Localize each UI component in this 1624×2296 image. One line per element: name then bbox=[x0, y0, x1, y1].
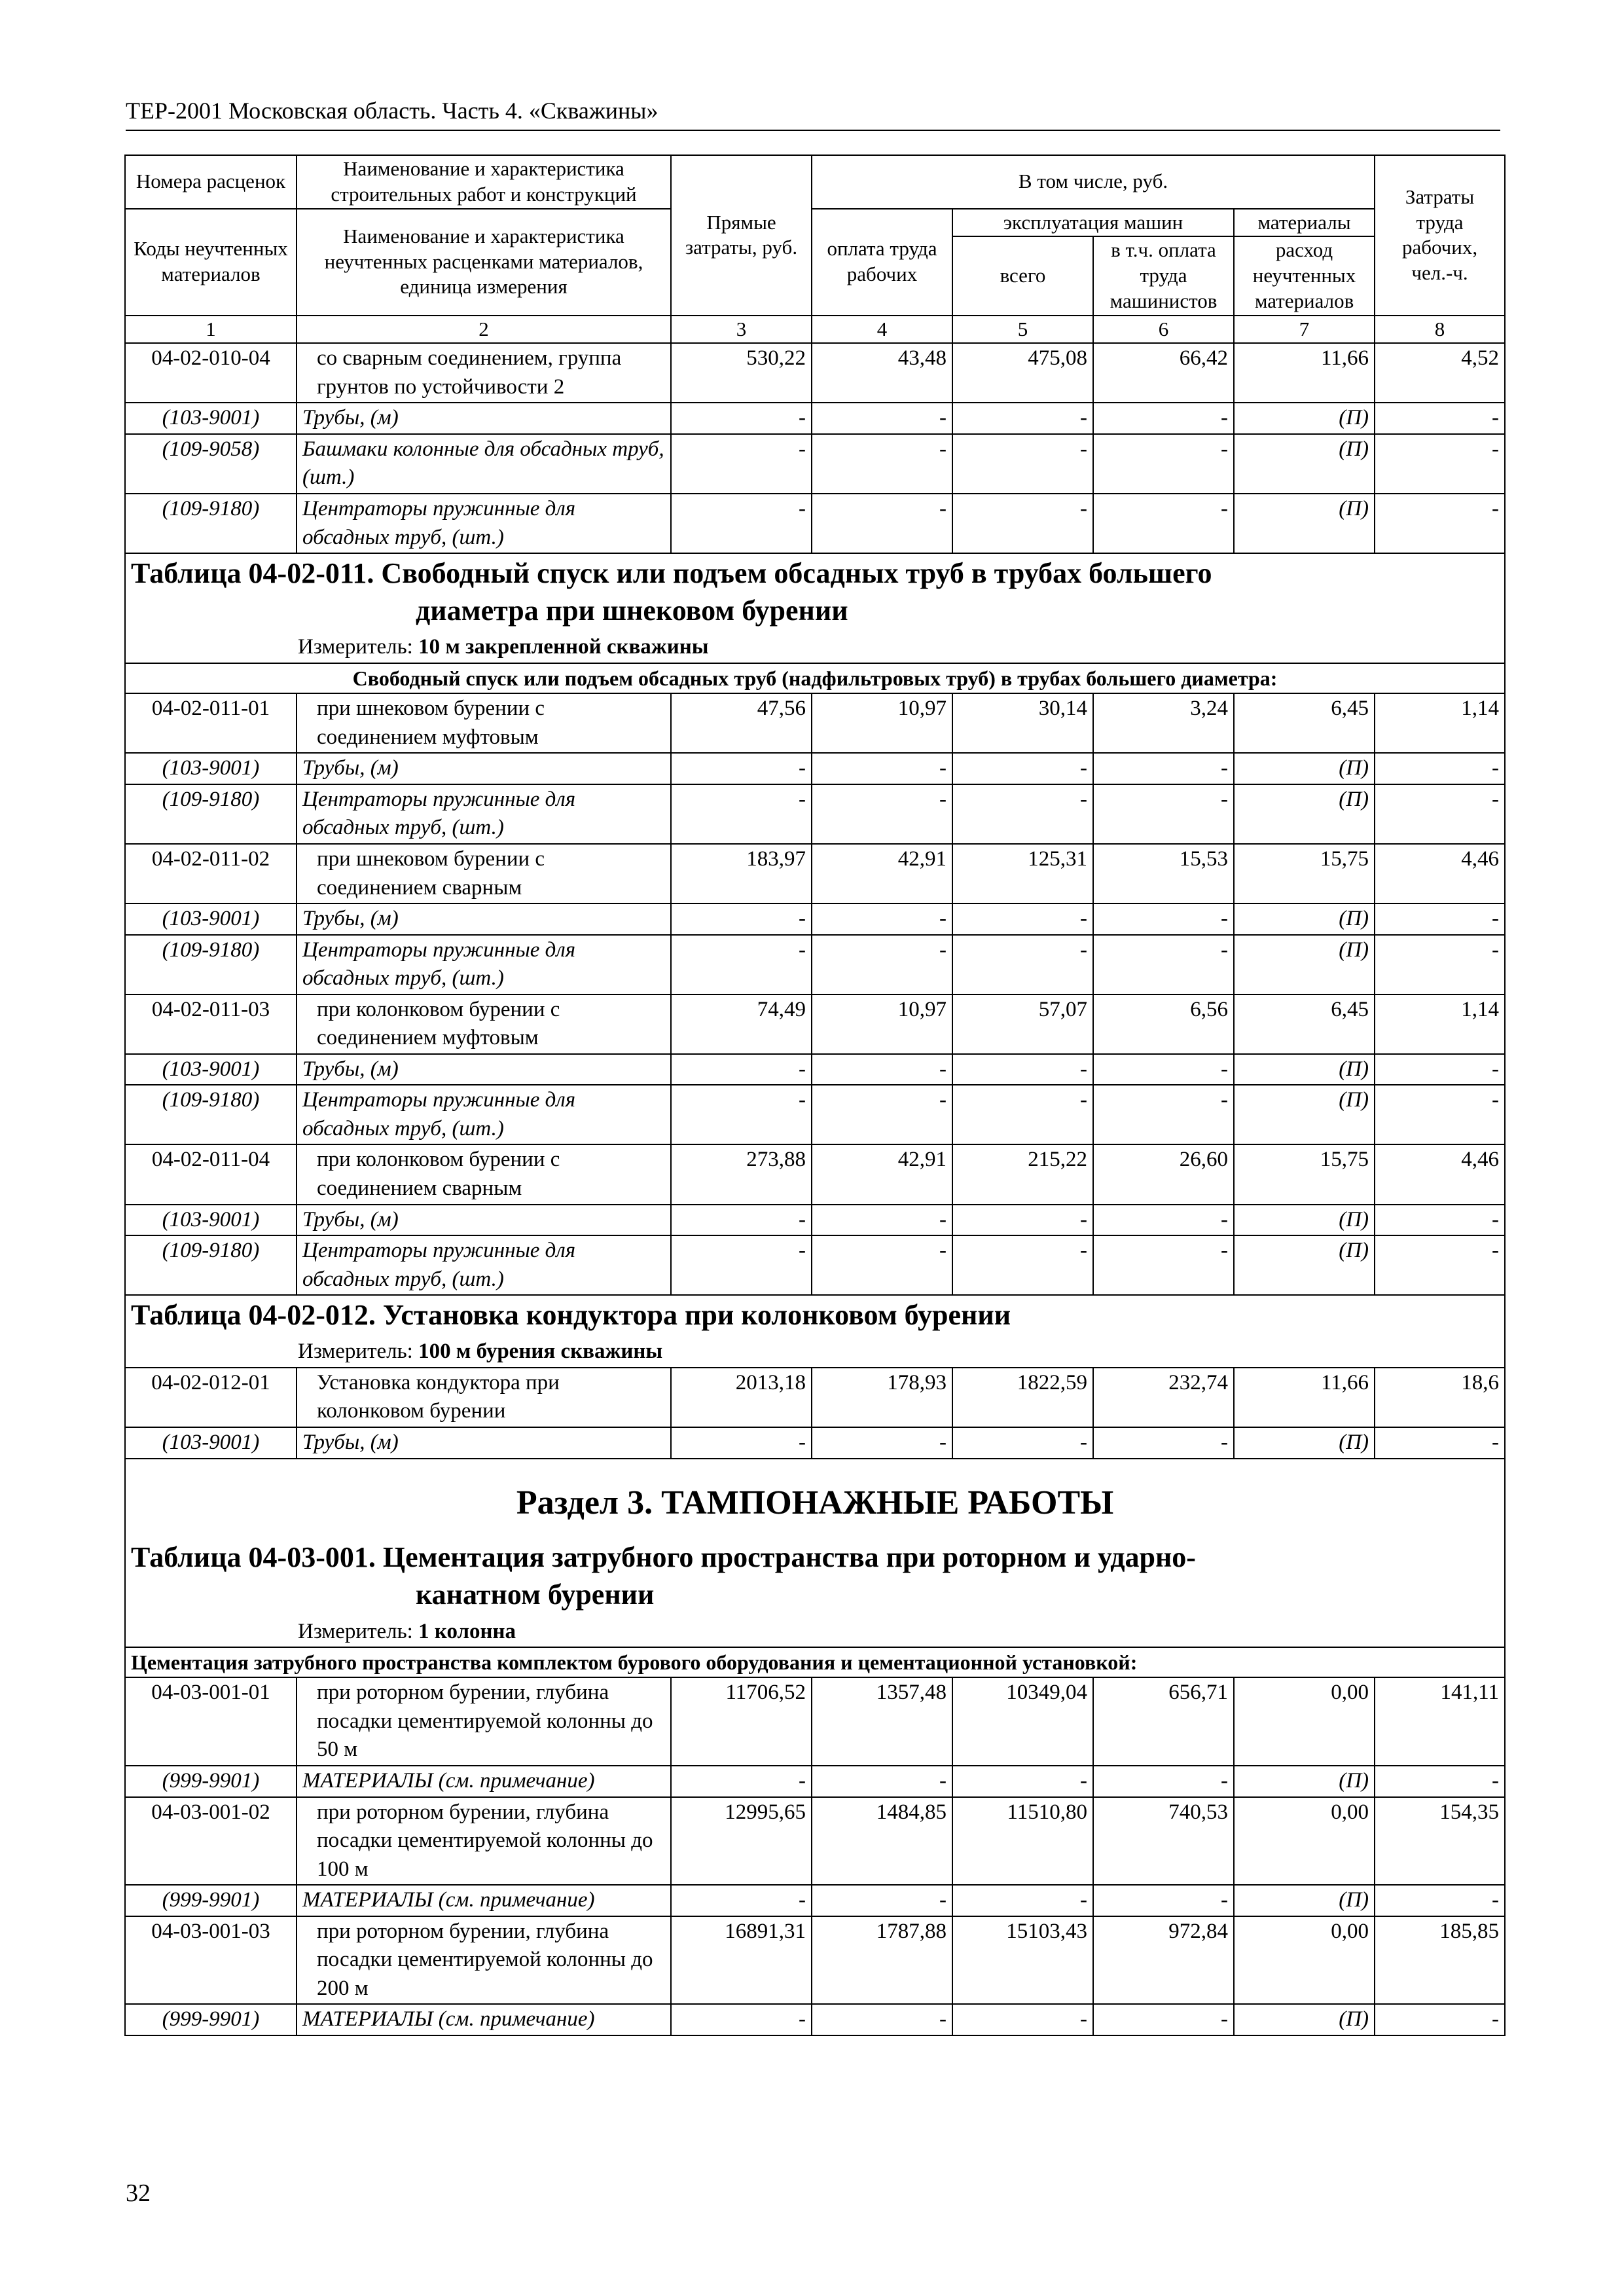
value-cell: 185,85 bbox=[1375, 1916, 1505, 2005]
value-cell: 26,60 bbox=[1093, 1144, 1234, 1204]
value-cell: - bbox=[812, 784, 952, 844]
value-cell: 57,07 bbox=[952, 994, 1093, 1054]
value-cell: - bbox=[1375, 1085, 1505, 1144]
material-row bbox=[125, 403, 1505, 434]
table-title-line: канатном бурении bbox=[416, 1578, 655, 1611]
value-cell: - bbox=[671, 2004, 812, 2035]
material-code: (103-9001) bbox=[125, 753, 297, 784]
value-cell: - bbox=[671, 494, 812, 553]
col-num: 1 bbox=[125, 316, 297, 344]
value-cell: - bbox=[1375, 1054, 1505, 1085]
material-name: Центраторы пружинные для обсадных труб, (шт.) bbox=[297, 935, 671, 994]
price-table bbox=[124, 155, 1506, 2036]
value-cell: (П) bbox=[1234, 903, 1375, 935]
col1-top-header: Номера расценок bbox=[125, 155, 297, 209]
value-cell: (П) bbox=[1234, 935, 1375, 994]
rate-code: 04-02-011-02 bbox=[125, 844, 297, 903]
table-title-line: Таблица 04-02-011. Свободный спуск или подъем обсадных труб в трубах большего bbox=[131, 557, 1212, 590]
table-title-row bbox=[125, 1459, 1505, 1648]
value-cell: - bbox=[671, 1766, 812, 1797]
material-name: Центраторы пружинные для обсадных труб, (шт.) bbox=[297, 1085, 671, 1144]
value-cell: - bbox=[1093, 2004, 1234, 2035]
value-cell: - bbox=[671, 1235, 812, 1295]
value-cell: - bbox=[812, 1054, 952, 1085]
value-cell: - bbox=[1093, 1766, 1234, 1797]
value-cell: - bbox=[1093, 1235, 1234, 1295]
measure-label: Измеритель: bbox=[298, 1619, 413, 1643]
material-name: Центраторы пружинные для обсадных труб, (шт.) bbox=[297, 494, 671, 553]
value-cell: 15,53 bbox=[1093, 844, 1234, 903]
rate-row bbox=[125, 693, 1505, 753]
value-cell: 43,48 bbox=[812, 343, 952, 403]
machines-header: эксплуатация машин bbox=[952, 209, 1234, 237]
value-cell: - bbox=[1093, 784, 1234, 844]
value-cell: - bbox=[1093, 1427, 1234, 1459]
material-code: (109-9180) bbox=[125, 935, 297, 994]
value-cell: - bbox=[671, 403, 812, 434]
value-cell: 154,35 bbox=[1375, 1797, 1505, 1886]
value-cell: - bbox=[812, 1766, 952, 1797]
value-cell: - bbox=[671, 1427, 812, 1459]
rate-code: 04-02-010-04 bbox=[125, 343, 297, 403]
header-row-1 bbox=[125, 155, 1505, 209]
value-cell: - bbox=[952, 753, 1093, 784]
value-cell: - bbox=[1093, 1885, 1234, 1916]
value-cell: 11,66 bbox=[1234, 343, 1375, 403]
value-cell: 141,11 bbox=[1375, 1677, 1505, 1766]
value-cell: - bbox=[812, 494, 952, 553]
value-cell: 11,66 bbox=[1234, 1368, 1375, 1427]
value-cell: - bbox=[671, 935, 812, 994]
measure-value: 100 м бурения скважины bbox=[418, 1339, 663, 1364]
value-cell: 42,91 bbox=[812, 1144, 952, 1204]
material-name: МАТЕРИАЛЫ (см. примечание) bbox=[297, 2004, 671, 2035]
material-code: (103-9001) bbox=[125, 1427, 297, 1459]
value-cell: - bbox=[671, 753, 812, 784]
value-cell: - bbox=[1093, 494, 1234, 553]
value-cell: (П) bbox=[1234, 1427, 1375, 1459]
value-cell: - bbox=[671, 1085, 812, 1144]
material-name: Центраторы пружинные для обсадных труб, (шт.) bbox=[297, 784, 671, 844]
value-cell: - bbox=[1093, 935, 1234, 994]
value-cell: 6,45 bbox=[1234, 693, 1375, 753]
header-row-2 bbox=[125, 209, 1505, 237]
measure-unit bbox=[298, 1618, 1499, 1647]
value-cell: 47,56 bbox=[671, 693, 812, 753]
table-title-line: диаметра при шнековом бурении bbox=[416, 594, 848, 627]
rate-row bbox=[125, 1144, 1505, 1204]
table-title bbox=[131, 1296, 1499, 1334]
value-cell: 15,75 bbox=[1234, 1144, 1375, 1204]
column-numbers-row bbox=[125, 316, 1505, 344]
material-name: Трубы, (м) bbox=[297, 403, 671, 434]
value-cell: (П) bbox=[1234, 1235, 1375, 1295]
labor-pay-header: оплата труда рабочих bbox=[812, 209, 952, 316]
rate-name: при колонковом бурении с соединением муфтовым bbox=[297, 994, 671, 1054]
value-cell: 11706,52 bbox=[671, 1677, 812, 1766]
material-row bbox=[125, 434, 1505, 494]
rate-row bbox=[125, 343, 1505, 403]
value-cell: - bbox=[812, 2004, 952, 2035]
value-cell: 740,53 bbox=[1093, 1797, 1234, 1886]
value-cell: - bbox=[812, 753, 952, 784]
material-code: (103-9001) bbox=[125, 403, 297, 434]
material-name: Трубы, (м) bbox=[297, 753, 671, 784]
value-cell: - bbox=[1093, 1085, 1234, 1144]
rate-name: Установка кондуктора при колонковом бурении bbox=[297, 1368, 671, 1427]
measure-unit bbox=[298, 633, 1499, 662]
material-code: (109-9180) bbox=[125, 494, 297, 553]
value-cell: - bbox=[1375, 903, 1505, 935]
value-cell: - bbox=[1093, 403, 1234, 434]
value-cell: (П) bbox=[1234, 1766, 1375, 1797]
value-cell: 1357,48 bbox=[812, 1677, 952, 1766]
material-code: (103-9001) bbox=[125, 1205, 297, 1236]
measure-label: Измеритель: bbox=[298, 635, 413, 659]
value-cell: 215,22 bbox=[952, 1144, 1093, 1204]
value-cell: 183,97 bbox=[671, 844, 812, 903]
value-cell: - bbox=[952, 1235, 1093, 1295]
material-row bbox=[125, 935, 1505, 994]
col-num: 6 bbox=[1093, 316, 1234, 344]
col-num: 3 bbox=[671, 316, 812, 344]
value-cell: 10,97 bbox=[812, 994, 952, 1054]
value-cell: - bbox=[1375, 1885, 1505, 1916]
rate-code: 04-03-001-03 bbox=[125, 1916, 297, 2005]
material-code: (109-9180) bbox=[125, 1085, 297, 1144]
value-cell: (П) bbox=[1234, 434, 1375, 494]
value-cell: - bbox=[1375, 753, 1505, 784]
value-cell: (П) bbox=[1234, 2004, 1375, 2035]
table-title-row bbox=[125, 553, 1505, 663]
value-cell: 1,14 bbox=[1375, 693, 1505, 753]
value-cell: - bbox=[812, 1085, 952, 1144]
group-heading: Свободный спуск или подъем обсадных труб (надфильтровых труб) в трубах большего диаметра: bbox=[125, 663, 1505, 693]
col1-bottom-header: Коды неучтенных материалов bbox=[125, 209, 297, 316]
value-cell: - bbox=[952, 1205, 1093, 1236]
value-cell: 4,46 bbox=[1375, 844, 1505, 903]
rate-row bbox=[125, 1916, 1505, 2005]
material-row bbox=[125, 1427, 1505, 1459]
value-cell: - bbox=[1375, 403, 1505, 434]
value-cell: - bbox=[812, 935, 952, 994]
col-num: 5 bbox=[952, 316, 1093, 344]
rate-code: 04-02-011-04 bbox=[125, 1144, 297, 1204]
material-row bbox=[125, 2004, 1505, 2035]
material-name: МАТЕРИАЛЫ (см. примечание) bbox=[297, 1885, 671, 1916]
material-row bbox=[125, 1885, 1505, 1916]
value-cell: (П) bbox=[1234, 1205, 1375, 1236]
value-cell: 1484,85 bbox=[812, 1797, 952, 1886]
value-cell: - bbox=[952, 1427, 1093, 1459]
value-cell: - bbox=[812, 1205, 952, 1236]
value-cell: - bbox=[812, 1427, 952, 1459]
material-code: (109-9058) bbox=[125, 434, 297, 494]
group-heading-row bbox=[125, 1647, 1505, 1677]
value-cell: 0,00 bbox=[1234, 1677, 1375, 1766]
value-cell: - bbox=[1375, 1766, 1505, 1797]
materials-header: материалы bbox=[1234, 209, 1375, 237]
rate-code: 04-02-011-03 bbox=[125, 994, 297, 1054]
value-cell: 16891,31 bbox=[671, 1916, 812, 2005]
value-cell: - bbox=[812, 434, 952, 494]
value-cell: 6,56 bbox=[1093, 994, 1234, 1054]
material-row bbox=[125, 1766, 1505, 1797]
value-cell: - bbox=[671, 784, 812, 844]
machines-total-header: всего bbox=[952, 236, 1093, 315]
value-cell: - bbox=[952, 1885, 1093, 1916]
rate-name: при шнековом бурении с соединением муфтовым bbox=[297, 693, 671, 753]
value-cell: - bbox=[952, 1054, 1093, 1085]
value-cell: 475,08 bbox=[952, 343, 1093, 403]
value-cell: 1,14 bbox=[1375, 994, 1505, 1054]
value-cell: 178,93 bbox=[812, 1368, 952, 1427]
material-row bbox=[125, 1085, 1505, 1144]
running-header: ТЕР-2001 Московская область. Часть 4. «Скважины» bbox=[126, 97, 1500, 131]
value-cell: - bbox=[1375, 784, 1505, 844]
material-code: (103-9001) bbox=[125, 903, 297, 935]
value-cell: - bbox=[952, 935, 1093, 994]
value-cell: - bbox=[1093, 753, 1234, 784]
value-cell: - bbox=[952, 434, 1093, 494]
value-cell: (П) bbox=[1234, 1054, 1375, 1085]
value-cell: 10349,04 bbox=[952, 1677, 1093, 1766]
group-heading: Цементация затрубного пространства комплектом бурового оборудования и цементационной установкой: bbox=[125, 1647, 1505, 1677]
material-name: Трубы, (м) bbox=[297, 903, 671, 935]
value-cell: - bbox=[952, 494, 1093, 553]
value-cell: - bbox=[1375, 1205, 1505, 1236]
material-row bbox=[125, 1235, 1505, 1295]
rate-code: 04-03-001-02 bbox=[125, 1797, 297, 1886]
value-cell: 1822,59 bbox=[952, 1368, 1093, 1427]
value-cell: - bbox=[671, 1885, 812, 1916]
value-cell: - bbox=[812, 1235, 952, 1295]
value-cell: - bbox=[1375, 494, 1505, 553]
value-cell: 232,74 bbox=[1093, 1368, 1234, 1427]
value-cell: 66,42 bbox=[1093, 343, 1234, 403]
col2-top-header: Наименование и характеристика строительных работ и конструкций bbox=[297, 155, 671, 209]
table-title bbox=[131, 1539, 1499, 1613]
value-cell: - bbox=[1375, 935, 1505, 994]
value-cell: 12995,65 bbox=[671, 1797, 812, 1886]
value-cell: 11510,80 bbox=[952, 1797, 1093, 1886]
material-name: Центраторы пружинные для обсадных труб, (шт.) bbox=[297, 1235, 671, 1295]
value-cell: - bbox=[952, 784, 1093, 844]
material-name: Трубы, (м) bbox=[297, 1205, 671, 1236]
rate-code: 04-02-012-01 bbox=[125, 1368, 297, 1427]
material-row bbox=[125, 784, 1505, 844]
material-code: (109-9180) bbox=[125, 1235, 297, 1295]
group-heading-row bbox=[125, 663, 1505, 693]
rate-name: при роторном бурении, глубина посадки цементируемой колонны до 100 м bbox=[297, 1797, 671, 1886]
value-cell: 30,14 bbox=[952, 693, 1093, 753]
material-row bbox=[125, 753, 1505, 784]
value-cell: - bbox=[952, 403, 1093, 434]
material-name: Трубы, (м) bbox=[297, 1054, 671, 1085]
value-cell: (П) bbox=[1234, 403, 1375, 434]
material-row bbox=[125, 494, 1505, 553]
col-num: 4 bbox=[812, 316, 952, 344]
value-cell: - bbox=[671, 434, 812, 494]
measure-label: Измеритель: bbox=[298, 1339, 413, 1364]
value-cell: - bbox=[1093, 1054, 1234, 1085]
rate-code: 04-03-001-01 bbox=[125, 1677, 297, 1766]
value-cell: - bbox=[812, 403, 952, 434]
value-cell: (П) bbox=[1234, 784, 1375, 844]
table-title bbox=[131, 555, 1499, 629]
direct-cost-header: Прямые затраты, руб. bbox=[671, 155, 812, 316]
material-code: (109-9180) bbox=[125, 784, 297, 844]
value-cell: 2013,18 bbox=[671, 1368, 812, 1427]
value-cell: 530,22 bbox=[671, 343, 812, 403]
table-title-line: Таблица 04-02-012. Установка кондуктора при колонковом бурении bbox=[131, 1299, 1011, 1332]
material-code: (103-9001) bbox=[125, 1054, 297, 1085]
material-name: Трубы, (м) bbox=[297, 1427, 671, 1459]
value-cell: - bbox=[671, 1054, 812, 1085]
value-cell: - bbox=[952, 2004, 1093, 2035]
value-cell: (П) bbox=[1234, 753, 1375, 784]
col-num: 7 bbox=[1234, 316, 1375, 344]
col-num: 2 bbox=[297, 316, 671, 344]
rate-code: 04-02-011-01 bbox=[125, 693, 297, 753]
measure-unit bbox=[298, 1338, 1499, 1366]
table-title-line: Таблица 04-03-001. Цементация затрубного пространства при роторном и ударно- bbox=[131, 1541, 1196, 1574]
value-cell: 4,52 bbox=[1375, 343, 1505, 403]
page-number: 32 bbox=[126, 2179, 151, 2207]
rate-name: при колонковом бурении с соединением сварным bbox=[297, 1144, 671, 1204]
rate-row bbox=[125, 994, 1505, 1054]
value-cell: (П) bbox=[1234, 1085, 1375, 1144]
value-cell: 4,46 bbox=[1375, 1144, 1505, 1204]
value-cell: - bbox=[952, 1085, 1093, 1144]
rate-name: со сварным соединением, группа грунтов по устойчивости 2 bbox=[297, 343, 671, 403]
material-name: Башмаки колонные для обсадных труб, (шт.) bbox=[297, 434, 671, 494]
material-row bbox=[125, 1054, 1505, 1085]
value-cell: 15103,43 bbox=[952, 1916, 1093, 2005]
value-cell: 0,00 bbox=[1234, 1916, 1375, 2005]
material-code: (999-9901) bbox=[125, 1885, 297, 1916]
rate-name: при шнековом бурении с соединением сварным bbox=[297, 844, 671, 903]
value-cell: 6,45 bbox=[1234, 994, 1375, 1054]
table-title-row bbox=[125, 1295, 1505, 1368]
value-cell: 42,91 bbox=[812, 844, 952, 903]
value-cell: (П) bbox=[1234, 1885, 1375, 1916]
value-cell: (П) bbox=[1234, 494, 1375, 553]
value-cell: - bbox=[812, 1885, 952, 1916]
price-table-container bbox=[124, 155, 1504, 2036]
value-cell: 0,00 bbox=[1234, 1797, 1375, 1886]
value-cell: - bbox=[1375, 1427, 1505, 1459]
rate-row bbox=[125, 844, 1505, 903]
value-cell: 18,6 bbox=[1375, 1368, 1505, 1427]
value-cell: - bbox=[1093, 434, 1234, 494]
value-cell: - bbox=[1375, 434, 1505, 494]
material-row bbox=[125, 903, 1505, 935]
labor-cost-header: Затраты труда рабочих, чел.-ч. bbox=[1375, 155, 1505, 316]
rate-row bbox=[125, 1677, 1505, 1766]
value-cell: 3,24 bbox=[1093, 693, 1234, 753]
incl-header: В том числе, руб. bbox=[812, 155, 1375, 209]
value-cell: - bbox=[952, 903, 1093, 935]
material-code: (999-9901) bbox=[125, 1766, 297, 1797]
value-cell: 656,71 bbox=[1093, 1677, 1234, 1766]
machinist-pay-header: в т.ч. оплата труда машинистов bbox=[1093, 236, 1234, 315]
section-title: Раздел 3. ТАМПОНАЖНЫЕ РАБОТЫ bbox=[516, 1484, 1114, 1522]
measure-value: 10 м закрепленной скважины bbox=[418, 635, 709, 659]
value-cell: 10,97 bbox=[812, 693, 952, 753]
rate-name: при роторном бурении, глубина посадки цементируемой колонны до 50 м bbox=[297, 1677, 671, 1766]
value-cell: 74,49 bbox=[671, 994, 812, 1054]
rate-row bbox=[125, 1368, 1505, 1427]
value-cell: - bbox=[671, 903, 812, 935]
rate-name: при роторном бурении, глубина посадки цементируемой колонны до 200 м bbox=[297, 1916, 671, 2005]
value-cell: 15,75 bbox=[1234, 844, 1375, 903]
value-cell: - bbox=[1093, 903, 1234, 935]
value-cell: - bbox=[812, 903, 952, 935]
value-cell: 125,31 bbox=[952, 844, 1093, 903]
material-code: (999-9901) bbox=[125, 2004, 297, 2035]
value-cell: - bbox=[1375, 1235, 1505, 1295]
material-row bbox=[125, 1205, 1505, 1236]
value-cell: 273,88 bbox=[671, 1144, 812, 1204]
value-cell: - bbox=[1093, 1205, 1234, 1236]
value-cell: 972,84 bbox=[1093, 1916, 1234, 2005]
materials-cons-header: расход неучтенных материалов bbox=[1234, 236, 1375, 315]
value-cell: - bbox=[1375, 2004, 1505, 2035]
value-cell: - bbox=[671, 1205, 812, 1236]
col2-bottom-header: Наименование и характеристика неучтенных расценками материалов, единица измерения bbox=[297, 209, 671, 316]
measure-value: 1 колонна bbox=[418, 1619, 516, 1643]
rate-row bbox=[125, 1797, 1505, 1886]
value-cell: - bbox=[952, 1766, 1093, 1797]
value-cell: 1787,88 bbox=[812, 1916, 952, 2005]
material-name: МАТЕРИАЛЫ (см. примечание) bbox=[297, 1766, 671, 1797]
col-num: 8 bbox=[1375, 316, 1505, 344]
